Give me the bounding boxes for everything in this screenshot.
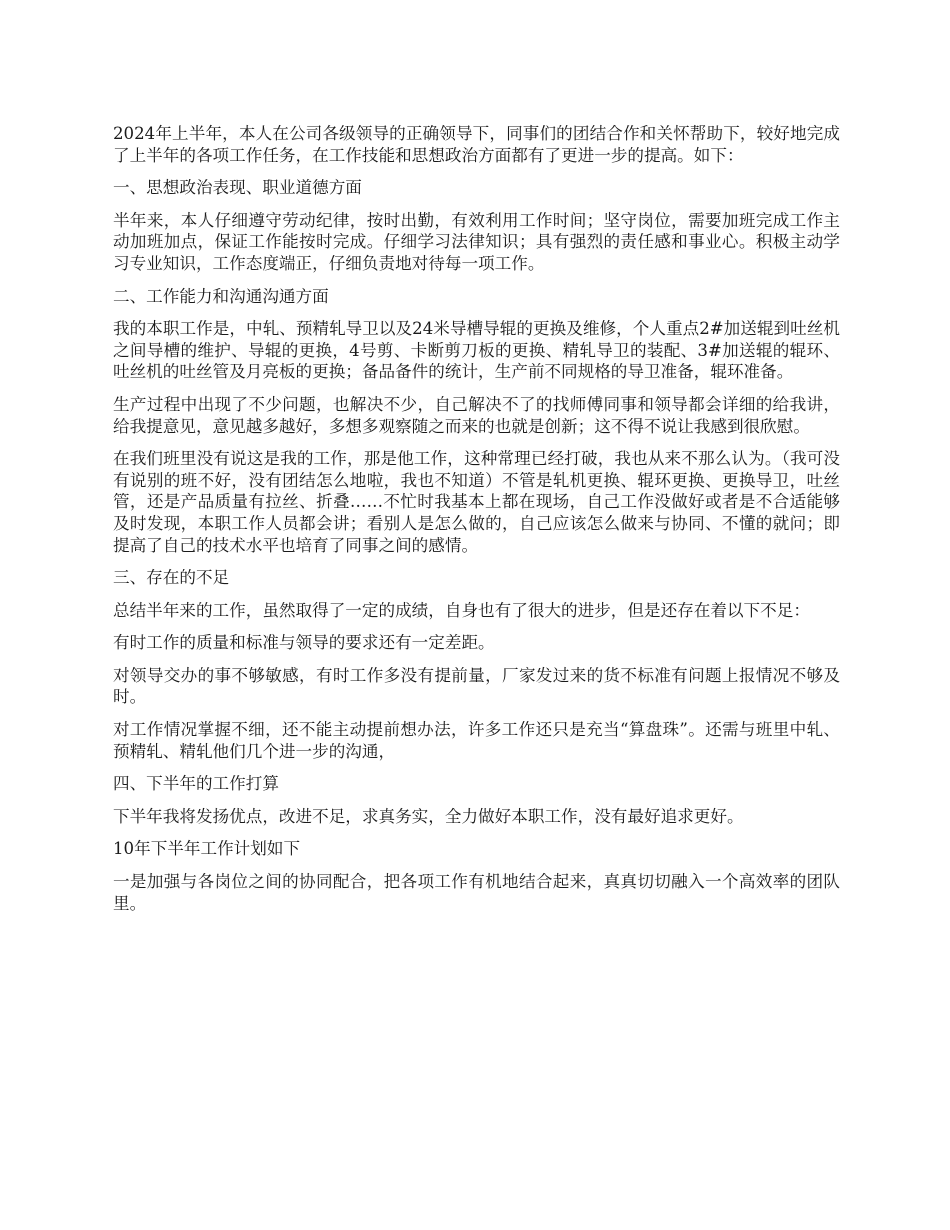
section-2-paragraph-1: 我的本职工作是，中轧、预精轧导卫以及24米导槽导辊的更换及维修，个人重点2#加送辊到吐丝机之间导槽的维护、导辊的更换，4号剪、卡断剪刀板的更换、精轧导卫的装配、3#加送辊的辊环、吐丝机的吐丝管及月亮板的更换；备品备件的统计，生产前不同规格的导卫准备，辊环准备。 — [113, 319, 840, 382]
section-heading-4: 四、下半年的工作打算 — [113, 774, 279, 794]
section-2-paragraph-2: 生产过程中出现了不少问题，也解决不少，自己解决不了的找师傅同事和领导都会详细的给我讲，给我提意见，意见越多越好，多想多观察随之而来的也就是创新；这不得不说让我感到很欣慰。 — [113, 394, 840, 436]
section-3-paragraph-3: 对领导交办的事不够敏感，有时工作多没有提前量，厂家发过来的货不标准有问题上报情况不够及时。 — [113, 665, 840, 707]
section-heading-2: 二、工作能力和沟通沟通方面 — [113, 286, 329, 306]
section-heading-3: 三、存在的不足 — [113, 568, 230, 588]
section-4-paragraph-1: 下半年我将发扬优点，改进不足，求真务实，全力做好本职工作，没有最好追求更好。 — [113, 806, 744, 826]
section-3-paragraph-1: 总结半年来的工作，虽然取得了一定的成绩，自身也有了很大的进步，但是还存在着以下不足： — [113, 600, 810, 620]
section-3-paragraph-2: 有时工作的质量和标准与领导的要求还有一定差距。 — [113, 633, 495, 653]
document-body — [113, 123, 840, 925]
intro-paragraph: 2024年上半年，本人在公司各级领导的正确领导下，同事们的团结合作和关怀帮助下，较好地完成了上半年的各项工作任务，在工作技能和思想政治方面都有了更进一步的提高。如下： — [113, 124, 840, 165]
section-heading-1: 一、思想政治表现、职业道德方面 — [113, 178, 362, 198]
plan-paragraph-1: 一是加强与各岗位之间的协同配合，把各项工作有机地结合起来，真真切切融入一个高效率的团队里。 — [113, 872, 840, 913]
plan-heading: 10年下半年工作计划如下 — [113, 839, 301, 859]
section-2-paragraph-3: 在我们班里没有说这是我的工作，那是他工作，这种常理已经打破，我也从来不那么认为。（我可没有说别的班不好，没有团结怎么地啦，我也不知道）不管是轧机更换、辊环更换、更换导卫，吐丝管，还是产品质量有拉丝、折叠……不忙时我基本上都在现场，自己工作没做好或者是不合适能够及时发现，本职工作人员都会讲；看别人是怎么做的，自己应该怎么做来与协同、不懂的就问；即提高了自己的技术水平也培育了同事之间的感情。 — [113, 449, 840, 555]
section-3-paragraph-4: 对工作情况掌握不细，还不能主动提前想办法，许多工作还只是充当“算盘珠”。还需与班里中轧、预精轧、精轧他们几个进一步的沟通， — [113, 720, 840, 761]
section-1-paragraph: 半年来，本人仔细遵守劳动纪律，按时出勤，有效利用工作时间；坚守岗位，需要加班完成工作主动加班加点，保证工作能按时完成。仔细学习法律知识；具有强烈的责任感和事业心。积极主动学习专业知识，工作态度端正，仔细负责地对待每一项工作。 — [113, 210, 840, 273]
